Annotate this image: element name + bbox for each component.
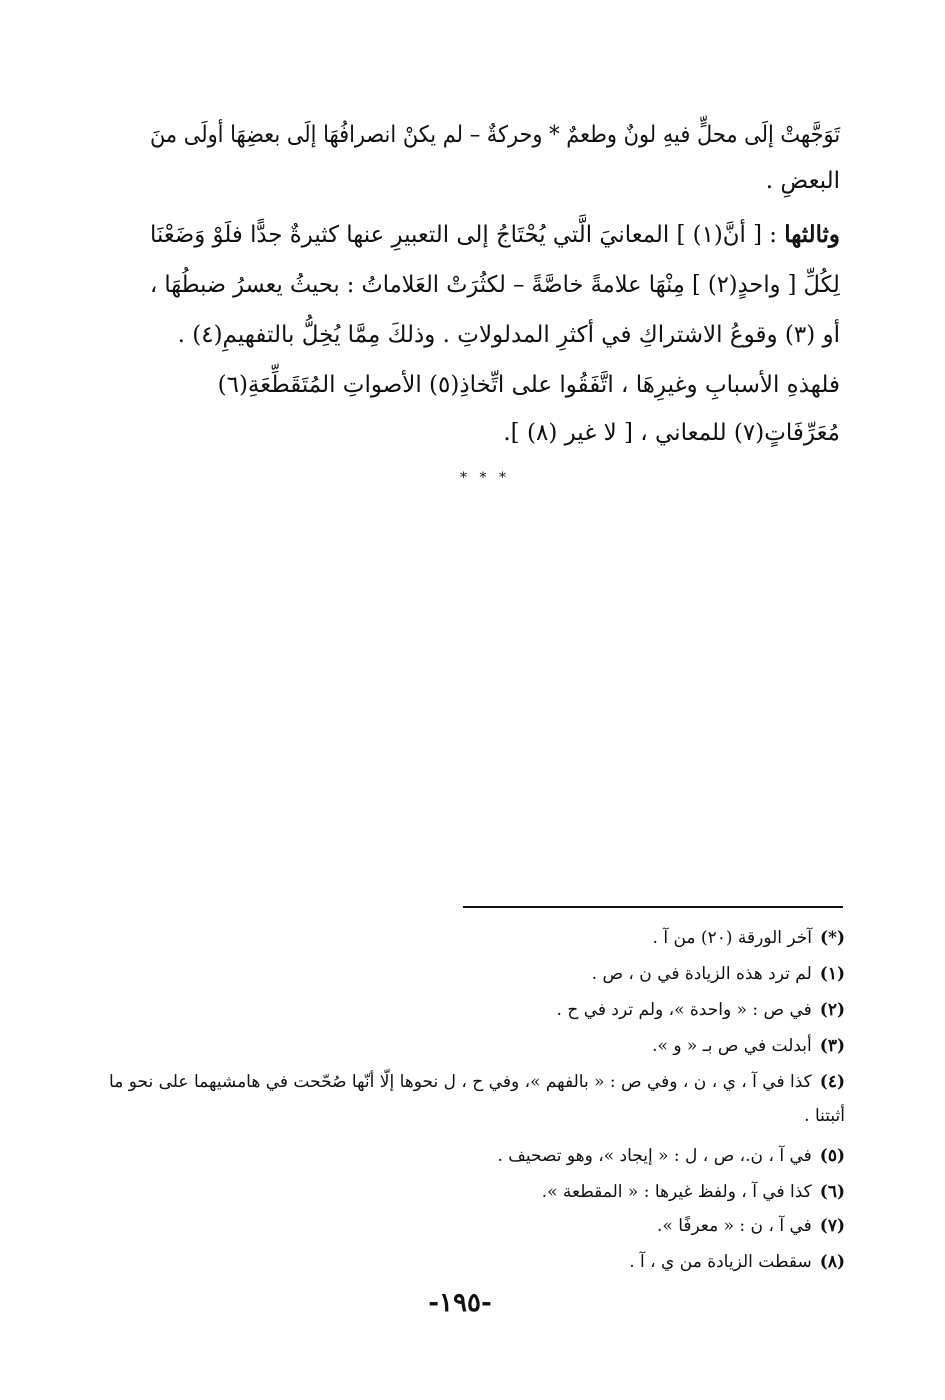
footnote-continuation xyxy=(804,1106,845,1126)
footnote-label: (٧) xyxy=(819,1216,845,1236)
footnote xyxy=(592,964,845,984)
footnote-label: (٢) xyxy=(819,1000,845,1020)
footnote-text: آخر الورقة (٢٠) من آ . xyxy=(652,928,813,948)
footnote-label: (٣) xyxy=(819,1036,845,1056)
paragraph-lead-word: وثالثها xyxy=(784,221,840,248)
footnote xyxy=(657,1216,845,1236)
body-line-text: : [ أنَّ(١) ] المعانيَ الَّتي يُحْتَاجُ إلى التعبيرِ عنها كثيرةٌ جدًّا فلَوْ وَضَعْنَا xyxy=(150,222,785,248)
footnote-text: في آ ، ن.، ص ، ل : « إيجاد »، وهو تصحيف . xyxy=(497,1146,812,1166)
body-line: لِكُلِّ [ واحدٍ(٢) ] مِنْهَا علامةً خاصَّةً – لكثُرَتْ العَلاماتُ : بحيثُ يعسرُ ضبطُهَا ، xyxy=(150,272,840,298)
section-separator: * * * xyxy=(460,470,510,486)
footnote-divider xyxy=(463,906,843,908)
body-line: مُعَرِّفَاتٍ(٧) للمعاني ، [ لا غير (٨) ]. xyxy=(503,420,840,446)
footnote-text: كذا في آ ، ولفظ غيرها : « المقطعة ». xyxy=(541,1182,812,1202)
body-line: فلهذهِ الأسبابِ وغيرِهَا ، اتَّفَقُوا على اتِّخاذِ(٥) الأصواتِ المُتَقَطِّعَةِ(٦) xyxy=(217,372,840,398)
footnote-text: أبدلت في ص بـ « و ». xyxy=(652,1036,812,1056)
page-number: -١٩٥- xyxy=(428,1288,492,1318)
footnote-text: سقطت الزيادة من ي ، آ . xyxy=(629,1252,812,1272)
footnote xyxy=(652,1036,845,1056)
footnote-label: (٨) xyxy=(819,1252,845,1272)
footnote xyxy=(109,1072,845,1092)
footnote-text: أثبتنا . xyxy=(804,1106,845,1126)
footnote xyxy=(498,1146,846,1166)
footnote xyxy=(542,1182,845,1202)
footnote xyxy=(629,1252,845,1272)
footnote-label: (٤) xyxy=(819,1072,845,1092)
footnote-text: في ص : « واحدة »، ولم ترد في ح . xyxy=(556,1000,812,1020)
footnote-label: (٦) xyxy=(819,1182,845,1202)
footnote-label: (١) xyxy=(819,964,845,984)
footnote-label: (٥) xyxy=(819,1146,845,1166)
footnote-text: كذا في آ ، ي ، ن ، وفي ص : « بالفهم »، وفي ح ، ل نحوها إلّا أنّها صُحّحت في هامشيهما على نحو ما xyxy=(109,1072,812,1092)
body-line xyxy=(150,220,840,250)
footnote-label: (*) xyxy=(820,928,845,948)
body-line: أو (٣) وقوعُ الاشتراكِ في أكثرِ المدلولاتِ . وذلكَ مِمَّا يُخِلُّ بالتفهيمِ(٤) . xyxy=(177,322,840,348)
footnote xyxy=(653,928,845,948)
body-line: تَوَجَّهتْ إلَى محلٍّ فيهِ لونٌ وطعمٌ * وحركةٌ – لم يكنْ انصرافُهَا إلَى بعضِهَا أولَى منَ xyxy=(149,122,840,148)
footnote-text: لم ترد هذه الزيادة في ن ، ص . xyxy=(591,964,812,984)
footnote xyxy=(557,1000,845,1020)
footnote-text: في آ ، ن : « معرفًا ». xyxy=(657,1216,812,1236)
body-line: البعضِ . xyxy=(765,168,840,194)
